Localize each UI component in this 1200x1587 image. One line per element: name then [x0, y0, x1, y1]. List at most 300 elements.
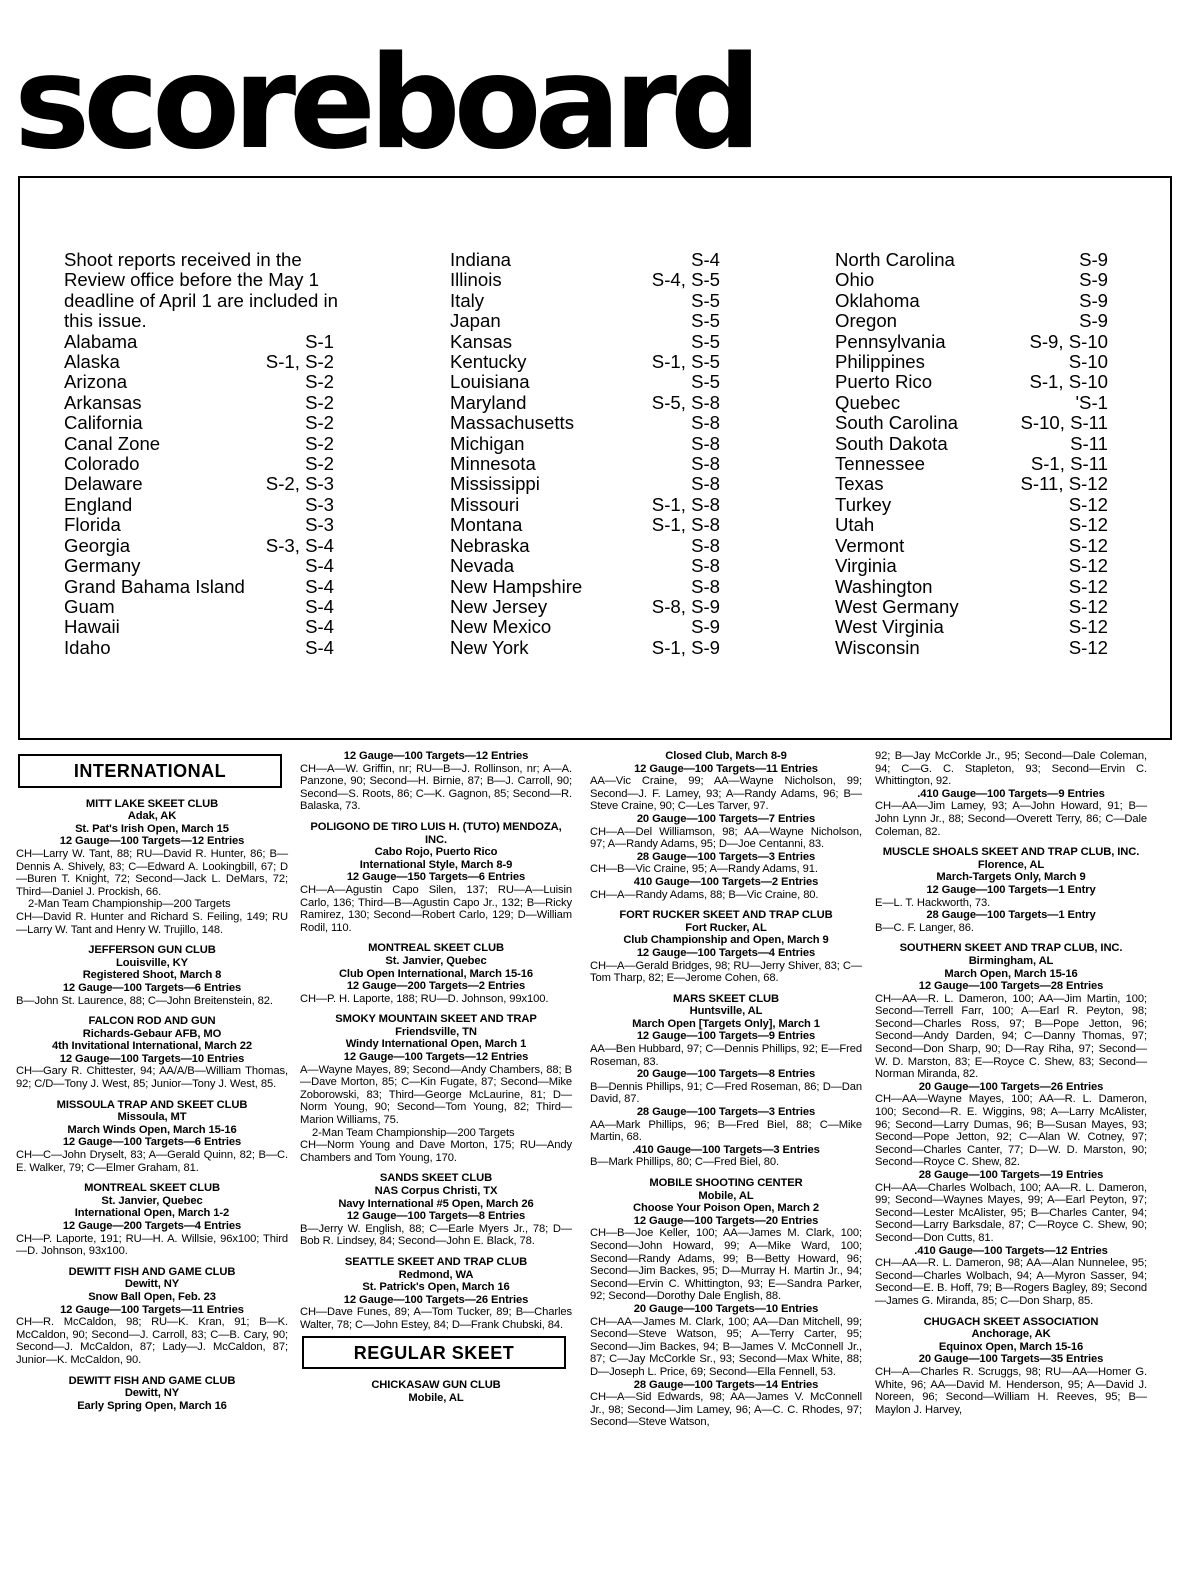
club-name: MUSCLE SHOALS SKEET AND TRAP CLUB, INC.	[882, 846, 1140, 859]
index-page-ref: S-12	[1068, 493, 1108, 515]
results-text: CH—R. McCaldon, 98; RU—K. Kran, 91; B—K. McCaldon, 90; Second—J. Carroll, 83; C—B. Cary, 90; Second—J. McCaldon, 87; Lady—J. McCaldon, 87; Junior—K. McCaldon, 90.	[16, 1316, 288, 1366]
index-row	[450, 311, 720, 331]
index-state-name: Kentucky	[450, 351, 527, 373]
index-state-name: West Virginia	[835, 616, 944, 638]
results-text: 92; B—Jay McCorkle Jr., 95; Second—Dale Coleman, 94; C—G. C. Stapleton, 93; Second—Ervin C. Whittington, 92.	[875, 750, 1147, 788]
index-state-name: Vermont	[835, 534, 905, 556]
index-state-name: Ohio	[835, 269, 875, 291]
gauge-heading: 20 Gauge—100 Targets—10 Entries	[633, 1302, 819, 1315]
results-text: CH—B—Vic Craine, 95; A—Randy Adams, 91.	[590, 863, 818, 876]
gauge-heading: 12 Gauge—100 Targets—6 Entries	[62, 981, 242, 994]
results-subheading: 2-Man Team Championship—200 Targets	[312, 1126, 515, 1139]
club-header	[300, 1256, 572, 1294]
index-state-name: Guam	[64, 595, 115, 617]
gauge-heading: 12 Gauge—100 Targets—10 Entries	[59, 1052, 245, 1065]
index-state-name: Maryland	[450, 391, 527, 413]
index-row	[450, 291, 720, 311]
index-page-ref: S-3	[305, 514, 334, 536]
index-row	[835, 638, 1108, 658]
results-text: AA—Vic Craine, 99; AA—Wayne Nicholson, 99; Second—J. F. Lamey, 93; A—Randy Adams, 96; B—Steve Craine, 90; C—Les Tarver, 97.	[590, 775, 862, 813]
results-text: CH—AA—Wayne Mayes, 100; AA—R. L. Dameron, 100; Second—R. E. Wiggins, 98; A—Larry McAlister, 96; Second—Larry Dumas, 96; B—Susan Mayes, 93; Second—Pope Jetton, 92; C—Alan W. Cotney, 97; Second—Charles Canter, 77; D—W. D. Marston, 90; Second—Royce C. Shew, 82.	[875, 1093, 1147, 1169]
index-row	[450, 413, 720, 433]
index-row	[835, 393, 1108, 413]
club-name: DEWITT FISH AND GAME CLUB	[68, 1374, 236, 1387]
index-state-name: New York	[450, 636, 529, 658]
club-location: Fort Rucker, AL	[685, 921, 767, 934]
event-name: March-Targets Only, March 9	[936, 871, 1086, 884]
index-state-name: South Dakota	[835, 432, 948, 454]
index-page-ref: S-8	[691, 555, 720, 577]
results-text: CH—AA—R. L. Dameron, 98; AA—Alan Nunnelee, 95; Second—Charles Wolbach, 94; A—Myron Sasser, 94; Second—E. B. Hoff, 79; B—Rogers Bagley, 89; Second—James G. Miranda, 85; C—Don Sharp, 85.	[875, 1257, 1147, 1307]
club-header	[16, 1182, 288, 1220]
index-state-name: Philippines	[835, 351, 925, 373]
gauge-heading: 28 Gauge—100 Targets—3 Entries	[636, 1106, 816, 1119]
event-name: March Winds Open, March 15-16	[67, 1123, 237, 1136]
index-page-ref: S-4	[691, 249, 720, 270]
gauge-heading: 12 Gauge—100 Targets—12 Entries	[343, 1051, 529, 1064]
index-page-ref: S-10	[1068, 351, 1108, 373]
results-text: CH—P. H. Laporte, 188; RU—D. Johnson, 99x100.	[300, 992, 549, 1005]
index-page-ref: S-5	[691, 371, 720, 393]
index-row	[450, 372, 720, 392]
club-header	[875, 1316, 1147, 1354]
index-state-name: North Carolina	[835, 249, 955, 270]
index-row	[64, 556, 334, 576]
index-page-ref: S-12	[1068, 555, 1108, 577]
index-page-ref: S-12	[1068, 534, 1108, 556]
event-name: International Open, March 1-2	[74, 1207, 230, 1220]
index-row	[64, 577, 334, 597]
index-row	[835, 536, 1108, 556]
results-text: B—Mark Phillips, 80; C—Fred Biel, 80.	[590, 1156, 780, 1169]
club-name: MOBILE SHOOTING CENTER	[649, 1177, 803, 1189]
gauge-heading: 28 Gauge—100 Targets—1 Entry	[926, 909, 1096, 922]
index-page-ref: S-2	[305, 391, 334, 413]
gauge-heading: 20 Gauge—100 Targets—26 Entries	[918, 1080, 1104, 1093]
index-state-name: Illinois	[450, 269, 502, 291]
gauge-heading: 12 Gauge—100 Targets—6 Entries	[62, 1136, 242, 1149]
index-state-name: Germany	[64, 555, 141, 577]
index-intro: Shoot reports received in the Review office before the May 1 deadline of April 1 are included in this issue.	[64, 249, 338, 332]
index-state-name: South Carolina	[835, 412, 959, 434]
club-name: SEATTLE SKEET AND TRAP CLUB	[344, 1255, 528, 1268]
index-row	[64, 536, 334, 556]
results-text: E—L. T. Hackworth, 73.	[875, 896, 991, 909]
index-page-ref: S-3	[305, 493, 334, 515]
index-state-name: Nevada	[450, 555, 515, 577]
club-header	[300, 1013, 572, 1051]
index-page-ref: S-4	[305, 636, 334, 658]
club-header	[16, 944, 288, 982]
club-header	[300, 821, 572, 871]
index-state-name: Minnesota	[450, 453, 536, 475]
event-name: Club Championship and Open, March 9	[623, 934, 829, 947]
index-page-ref: S-2	[305, 371, 334, 393]
results-text: A—Wayne Mayes, 89; Second—Andy Chambers, 88; B—Dave Morton, 85; C—Kin Fugate, 87; Second—Mike Zoborowski, 83; Third—George McLaurine, 81; D—Norm Young, 90; Second—Tom Young, 82; Third—Marion Williams, 75.	[300, 1063, 572, 1127]
club-location: Dewitt, NY	[124, 1278, 180, 1291]
results-subheading: 2-Man Team Championship—200 Targets	[28, 898, 231, 911]
index-state-name: Louisiana	[450, 371, 530, 393]
index-state-name: Alaska	[64, 351, 120, 373]
index-state-name: Puerto Rico	[835, 371, 933, 393]
club-name: MONTREAL SKEET CLUB	[368, 942, 504, 955]
results-text: CH—B—Joe Keller, 100; AA—James M. Clark, 100; Second—John Howard, 99; A—Mike Ward, 100; Second—Randy Adams, 99; B—Betty Howard, 96; Second—Jim Backes, 95; D—Murray H. Martin Jr., 94; Second—Ervin C. Whittington, 93; E—Sandra Parker, 92; Second—Dorothy Dale English, 88.	[590, 1227, 862, 1303]
club-location: Adak, AK	[127, 810, 177, 823]
club-header	[590, 1177, 862, 1215]
results-text: CH—A—W. Griffin, nr; RU—B—J. Rollinson, nr; A—A. Panzone, 90; Second—H. Birnie, 87; B—J. Carroll, 90; Second—S. Roots, 86; C—K. Gagnon, 85; Second—R. Balaska, 73.	[300, 762, 572, 813]
results-text: B—Jerry W. English, 88; C—Earle Myers Jr., 78; D—Bob R. Lindsey, 84; Second—John E. Black, 78.	[300, 1222, 572, 1248]
results-text: CH—A—Sid Edwards, 98; AA—James V. McConnell Jr., 98; Second—Jim Lamey, 96; A—C. C. Rhodes, 97; Second—Steve Watson,	[590, 1391, 862, 1429]
gauge-heading: .410 Gauge—100 Targets—3 Entries	[632, 1143, 820, 1156]
results-text: B—Dennis Phillips, 91; C—Fred Roseman, 86; D—Dan David, 87.	[590, 1080, 862, 1106]
index-page-ref: S-3, S-4	[265, 534, 334, 556]
club-location: Friendsville, TN	[395, 1025, 477, 1038]
index-row	[835, 413, 1108, 433]
results-text: CH—C—John Dryselt, 83; A—Gerald Quinn, 82; B—C. E. Walker, 79; C—Elmer Graham, 81.	[16, 1149, 288, 1174]
club-location: Dewitt, NY	[124, 1387, 180, 1400]
club-location: Huntsville, AL	[689, 1005, 763, 1018]
results-text: CH—AA—James M. Clark, 100; AA—Dan Mitchell, 99; Second—Steve Watson, 95; A—Terry Carter, 95; Second—Jim Backes, 94; B—James V. McConnell Jr., 87; C—Jay McCorkle Sr., 93; Second—Max White, 88; D—Joseph L. Price, 69; Second—Ella Fennell, 53.	[590, 1315, 862, 1378]
index-state-name: Kansas	[450, 330, 513, 352]
index-row	[835, 597, 1108, 617]
gauge-heading: 12 Gauge—150 Targets—6 Entries	[346, 871, 526, 884]
gauge-heading: 20 Gauge—100 Targets—7 Entries	[636, 812, 816, 825]
index-row	[64, 638, 334, 658]
index-row	[450, 556, 720, 576]
index-page-ref: S-9	[691, 616, 720, 638]
club-name: MISSOULA TRAP AND SKEET CLUB	[56, 1098, 248, 1111]
index-row	[450, 332, 720, 352]
index-state-name: Tennessee	[835, 453, 925, 475]
index-row	[64, 597, 334, 617]
index-page-ref: S-1, S-5	[651, 351, 720, 373]
section-heading: REGULAR SKEET	[302, 1336, 566, 1370]
index-row	[835, 515, 1108, 535]
gauge-heading: 20 Gauge—100 Targets—35 Entries	[918, 1353, 1104, 1366]
index-state-name: Italy	[450, 289, 485, 311]
event-name: Registered Shoot, March 8	[82, 969, 222, 982]
gauge-heading: 12 Gauge—100 Targets—4 Entries	[636, 946, 816, 959]
index-row	[450, 250, 720, 270]
index-state-name: Mississippi	[450, 473, 540, 495]
results-text: CH—Norm Young and Dave Morton, 175; RU—Andy Chambers and Tom Young, 170.	[300, 1139, 572, 1164]
club-header	[16, 1015, 288, 1053]
club-location: Mobile, AL	[408, 1391, 464, 1404]
gauge-heading: .410 Gauge—100 Targets—12 Entries	[914, 1244, 1108, 1257]
results-text: CH—A—Agustin Capo Silen, 137; RU—A—Luisin Carlo, 136; Third—B—Agustin Capo Jr., 132; B—Ricky Ramirez, 130; Second—Robert Carlo, 129; D—William Rodil, 110.	[300, 883, 572, 934]
club-name: MITT LAKE SKEET CLUB	[85, 797, 219, 810]
index-page-ref: S-8, S-9	[651, 595, 720, 617]
club-location: Florence, AL	[977, 858, 1045, 871]
index-page-ref: S-1, S-8	[651, 514, 720, 536]
index-row	[835, 434, 1108, 454]
event-name: St. Patrick's Open, March 16	[362, 1281, 510, 1294]
club-location: St. Janvier, Quebec	[385, 954, 487, 967]
index-state-name: Wisconsin	[835, 636, 920, 658]
club-header	[16, 1099, 288, 1137]
club-header	[16, 1375, 288, 1413]
index-page-ref: S-1, S-8	[651, 493, 720, 515]
index-page-ref: S-9	[1079, 289, 1108, 311]
index-row	[835, 577, 1108, 597]
index-page-ref: S-8	[691, 473, 720, 495]
index-state-name: England	[64, 493, 133, 515]
gauge-heading: 12 Gauge—100 Targets—12 Entries	[343, 750, 529, 762]
index-row	[64, 352, 334, 372]
index-state-name: Colorado	[64, 453, 140, 475]
club-name: MONTREAL SKEET CLUB	[84, 1182, 220, 1195]
index-state-name: Virginia	[835, 555, 897, 577]
club-location: NAS Corpus Christi, TX	[374, 1185, 498, 1197]
index-state-name: New Jersey	[450, 595, 548, 617]
index-state-name: Indiana	[450, 249, 512, 270]
event-name: 4th Invitational International, March 22	[52, 1040, 252, 1053]
results-text: AA—Ben Hubbard, 97; C—Dennis Phillips, 92; E—Fred Roseman, 83.	[590, 1043, 862, 1068]
index-row	[64, 393, 334, 413]
club-name: Closed Club, March 8-9	[665, 750, 787, 762]
index-state-name: Texas	[835, 473, 884, 495]
index-page-ref: S-12	[1068, 616, 1108, 638]
results-text: CH—Larry W. Tant, 88; RU—David R. Hunter, 86; B—Dennis A. Shively, 83; C—Edward A. Lookingbill, 67; D—Buren T. Knight, 72; Second—Jack L. DeMars, 72; Third—Daniel J. Prockish, 66.	[16, 847, 288, 898]
index-page-ref: S-9	[1079, 249, 1108, 270]
event-name: Equinox Open, March 15-16	[938, 1340, 1084, 1353]
index-state-name: Florida	[64, 514, 121, 536]
event-name: Early Spring Open, March 16	[77, 1399, 227, 1412]
club-header	[875, 846, 1147, 884]
index-state-name: Oregon	[835, 310, 898, 332]
index-page-ref: S-5, S-8	[651, 391, 720, 413]
index-page-ref: S-4, S-5	[651, 269, 720, 291]
index-state-name: Utah	[835, 514, 875, 536]
results-text: AA—Mark Phillips, 96; B—Fred Biel, 88; C—Mike Martin, 68.	[590, 1118, 862, 1144]
index-state-name: Idaho	[64, 636, 111, 658]
index-page-ref: S-11	[1070, 432, 1108, 454]
results-text: CH—A—Del Williamson, 98; AA—Wayne Nicholson, 97; A—Randy Adams, 95; D—Joe Centanni, 83.	[590, 825, 862, 851]
gauge-heading: 12 Gauge—100 Targets—28 Entries	[918, 980, 1104, 993]
results-text: CH—A—Randy Adams, 88; B—Vic Craine, 80.	[590, 888, 819, 901]
event-name: International Style, March 8-9	[359, 858, 513, 871]
index-row	[835, 454, 1108, 474]
index-row	[835, 270, 1108, 290]
index-state-name: New Mexico	[450, 616, 552, 638]
index-state-name: Delaware	[64, 473, 143, 495]
club-name: CHICKASAW GUN CLUB	[371, 1379, 501, 1392]
index-column-1	[64, 249, 338, 658]
event-name: Choose Your Poison Open, March 2	[633, 1202, 819, 1215]
section-heading: INTERNATIONAL	[18, 754, 282, 788]
club-location: St. Janvier, Quebec	[101, 1194, 203, 1207]
gauge-heading: 12 Gauge—200 Targets—4 Entries	[62, 1220, 242, 1232]
index-row	[835, 495, 1108, 515]
index-page-ref: S-4	[305, 616, 334, 638]
index-state-name: Arizona	[64, 371, 128, 393]
club-location: Richards-Gebaur AFB, MO	[82, 1027, 222, 1040]
index-row	[835, 311, 1108, 331]
results-text: CH—A—Gerald Bridges, 98; RU—Jerry Shiver, 83; C—Tom Tharp, 82; E—Jerome Cohen, 68.	[590, 959, 862, 985]
index-state-name: Japan	[450, 310, 501, 332]
gauge-heading: 12 Gauge—200 Targets—2 Entries	[346, 980, 526, 993]
index-state-name: Nebraska	[450, 534, 530, 556]
club-location: Missoula, MT	[117, 1111, 187, 1124]
results-text: CH—AA—Jim Lamey, 93; A—John Howard, 91; B—John Lynn Jr., 88; Second—Overett Terry, 86; C—Dale Coleman, 82.	[875, 800, 1147, 838]
index-row	[835, 332, 1108, 352]
index-row	[450, 638, 720, 658]
gauge-heading: 28 Gauge—100 Targets—19 Entries	[918, 1169, 1104, 1181]
club-name: SANDS SKEET CLUB	[379, 1172, 493, 1185]
results-column-1	[16, 750, 288, 1412]
index-row	[64, 474, 334, 494]
index-row	[450, 393, 720, 413]
index-page-ref: S-9	[1079, 310, 1108, 332]
masthead-title: scoreboard	[14, 29, 755, 178]
index-row	[64, 434, 334, 454]
index-row	[450, 495, 720, 515]
index-page-ref: S-11, S-12	[1020, 473, 1108, 495]
index-page-ref: S-4	[305, 555, 334, 577]
club-location: Louisville, KY	[116, 956, 188, 969]
event-name: March Open [Targets Only], March 1	[632, 1017, 820, 1030]
index-row	[450, 577, 720, 597]
gauge-heading: 12 Gauge—100 Targets—11 Entries	[60, 1303, 244, 1316]
results-column-2	[300, 750, 572, 1404]
index-row	[835, 352, 1108, 372]
club-header	[16, 798, 288, 836]
index-state-name: Canal Zone	[64, 432, 161, 454]
event-name: St. Pat's Irish Open, March 15	[75, 822, 229, 835]
index-state-name: Georgia	[64, 534, 131, 556]
results-text: CH—AA—Charles Wolbach, 100; AA—R. L. Dameron, 99; Second—Waynes Mayes, 99; A—Earl Peyton, 97; Second—Lester McAlister, 95; B—Charles Canter, 94; Second—Larry Barksdale, 87; C—Royce C. Shew, 90; Second—Don Cutts, 81.	[875, 1181, 1147, 1244]
results-text: CH—AA—R. L. Dameron, 100; AA—Jim Martin, 100; Second—Terrell Farr, 100; A—Earl R. Peyton, 98; Second—Charles Ross, 97; B—Pope Jetton, 96; Second—Andy Darden, 94; C—Danny Thomas, 97; Second—Don Sharp, 90; D—Ray Riha, 97; Second—W. D. Marston, 83; E—Royce C. Shew, 83; Second—Norman Miranda, 82.	[875, 992, 1147, 1081]
index-page-ref: S-1, S-10	[1029, 371, 1108, 393]
index-row	[64, 413, 334, 433]
index-row	[450, 454, 720, 474]
gauge-heading: 12 Gauge—100 Targets—1 Entry	[926, 883, 1096, 896]
index-state-name: Pennsylvania	[835, 330, 946, 352]
state-index-box	[18, 176, 1172, 740]
index-state-name: Massachusetts	[450, 412, 575, 434]
results-text: CH—A—Charles R. Scruggs, 98; RU—AA—Homer G. White, 96; AA—David M. Henderson, 95; A—David J. Noreen, 96; Second—William H. Reeves, 95; B—Maylon J. Harvey,	[875, 1365, 1147, 1416]
results-text: CH—P. Laporte, 191; RU—H. A. Willsie, 96x100; Third—D. Johnson, 93x100.	[16, 1232, 288, 1258]
club-name: FORT RUCKER SKEET AND TRAP CLUB	[619, 909, 833, 922]
index-row	[64, 515, 334, 535]
index-row	[835, 474, 1108, 494]
event-name: Navy International #5 Open, March 26	[338, 1197, 534, 1210]
index-row	[835, 556, 1108, 576]
club-name: FALCON ROD AND GUN	[88, 1015, 216, 1028]
gauge-heading: 410 Gauge—100 Targets—2 Entries	[633, 875, 819, 888]
index-row	[450, 617, 720, 637]
index-page-ref: S-5	[691, 330, 720, 352]
event-name: Club Open International, March 15-16	[338, 967, 534, 980]
index-page-ref: S-2, S-3	[265, 473, 334, 495]
club-header	[300, 1172, 572, 1210]
club-header	[16, 1266, 288, 1304]
index-row	[64, 332, 334, 352]
results-column-3	[590, 750, 862, 1429]
index-row	[835, 372, 1108, 392]
index-page-ref: S-4	[305, 575, 334, 597]
index-state-name: New Hampshire	[450, 575, 583, 597]
index-row	[64, 372, 334, 392]
results-text: CH—David R. Hunter and Richard S. Feiling, 149; RU—Larry W. Tant and Henry W. Trujillo, 148.	[16, 910, 288, 936]
index-page-ref: S-2	[305, 432, 334, 454]
club-location: Anchorage, AK	[971, 1328, 1051, 1341]
index-state-name: Quebec	[835, 391, 901, 413]
index-page-ref: S-9	[1079, 269, 1108, 291]
club-header	[875, 942, 1147, 980]
index-state-name: West Germany	[835, 595, 959, 617]
club-header	[590, 993, 862, 1031]
index-state-name: Missouri	[450, 493, 520, 515]
club-name: POLIGONO DE TIRO LUIS H. (TUTO) MENDOZA, INC.	[310, 820, 562, 846]
index-column-2	[450, 250, 720, 658]
club-location: Birmingham, AL	[968, 954, 1054, 967]
index-state-name: Turkey	[835, 493, 892, 515]
index-state-name: Oklahoma	[835, 289, 920, 311]
event-name: Snow Ball Open, Feb. 23	[88, 1290, 216, 1303]
club-name: SMOKY MOUNTAIN SKEET AND TRAP	[335, 1013, 537, 1026]
index-row	[450, 474, 720, 494]
gauge-heading: 20 Gauge—100 Targets—8 Entries	[636, 1068, 816, 1081]
index-page-ref: S-1, S-11	[1030, 453, 1108, 475]
results-text: B—John St. Laurence, 88; C—John Breitenstein, 82.	[16, 994, 273, 1007]
index-page-ref: 'S-1	[1075, 391, 1108, 413]
index-state-name: Washington	[835, 575, 933, 597]
index-column-3	[835, 250, 1108, 658]
gauge-heading: 12 Gauge—100 Targets—12 Entries	[59, 835, 245, 848]
index-page-ref: S-1	[305, 330, 334, 352]
index-row	[450, 515, 720, 535]
event-name: Windy International Open, March 1	[345, 1038, 527, 1051]
index-page-ref: S-12	[1068, 636, 1108, 658]
club-name: MARS SKEET CLUB	[672, 992, 780, 1005]
club-header	[300, 1379, 572, 1404]
club-location: Mobile, AL	[698, 1189, 754, 1202]
event-name: March Open, March 15-16	[944, 967, 1078, 980]
gauge-heading: 28 Gauge—100 Targets—3 Entries	[636, 850, 816, 863]
index-state-name: Alabama	[64, 330, 138, 352]
club-location: Redmond, WA	[398, 1268, 474, 1281]
index-page-ref: S-1, S-9	[651, 636, 720, 658]
index-row	[450, 434, 720, 454]
results-text: CH—Dave Funes, 89; A—Tom Tucker, 89; B—Charles Walter, 78; C—John Estey, 84; D—Frank Chubski, 84.	[300, 1306, 572, 1331]
index-page-ref: S-12	[1068, 575, 1108, 597]
index-row	[450, 597, 720, 617]
club-location: Cabo Rojo, Puerto Rico	[374, 846, 498, 859]
index-row	[64, 454, 334, 474]
index-page-ref: S-5	[691, 310, 720, 332]
club-header	[590, 909, 862, 947]
gauge-heading: .410 Gauge—100 Targets—9 Entries	[917, 787, 1105, 800]
club-header	[590, 750, 862, 763]
index-row	[835, 617, 1108, 637]
gauge-heading: 12 Gauge—100 Targets—20 Entries	[633, 1214, 819, 1227]
index-state-name: Grand Bahama Island	[64, 575, 245, 597]
index-page-ref: S-4	[305, 595, 334, 617]
index-page-ref: S-2	[305, 412, 334, 434]
gauge-heading: 12 Gauge—100 Targets—11 Entries	[634, 762, 818, 775]
index-page-ref: S-10, S-11	[1020, 412, 1108, 434]
index-page-ref: S-8	[691, 575, 720, 597]
club-name: CHUGACH SKEET ASSOCIATION	[923, 1315, 1099, 1328]
results-column-4	[875, 750, 1147, 1416]
index-row	[835, 291, 1108, 311]
gauge-heading: 28 Gauge—100 Targets—14 Entries	[633, 1378, 819, 1391]
index-state-name: Hawaii	[64, 616, 120, 638]
gauge-heading: 12 Gauge—100 Targets—8 Entries	[346, 1210, 526, 1223]
index-row	[450, 270, 720, 290]
club-name: SOUTHERN SKEET AND TRAP CLUB, INC.	[899, 942, 1123, 955]
